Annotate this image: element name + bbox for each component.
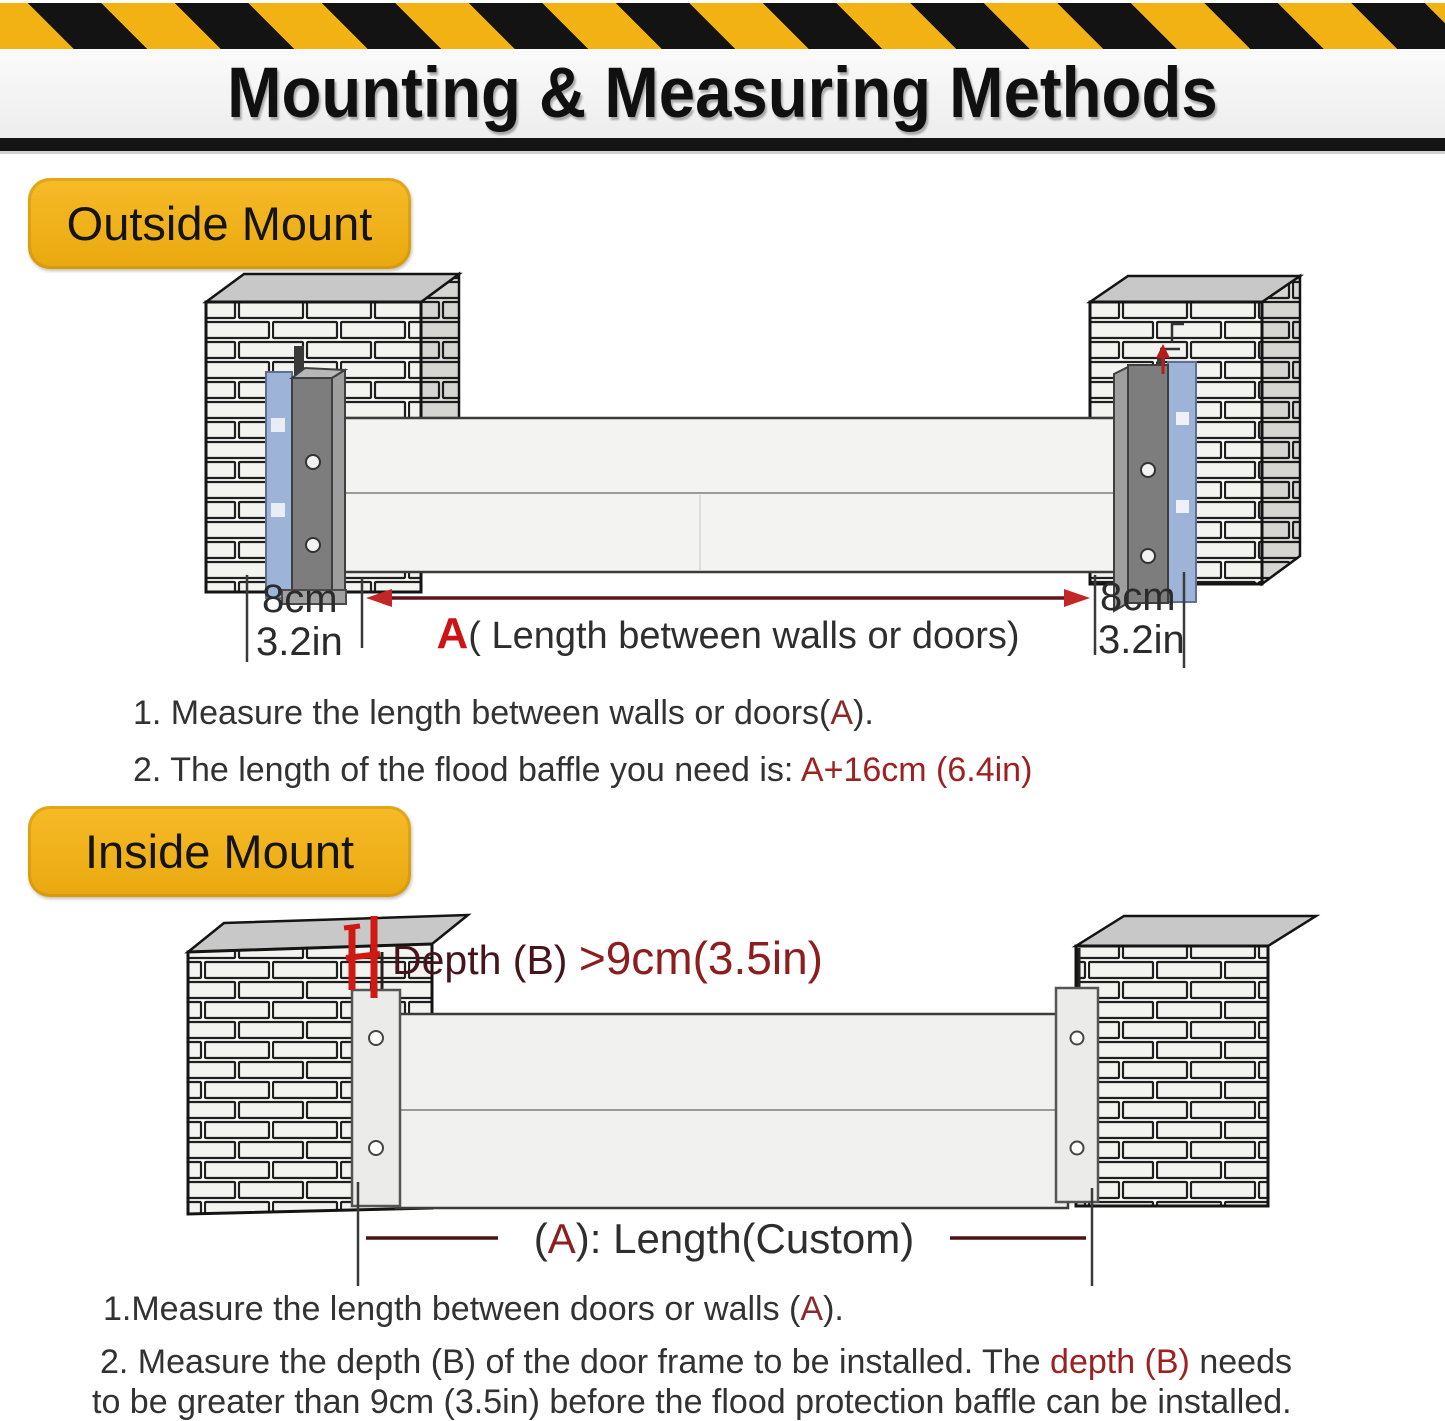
- right-pillar-cap: [1076, 916, 1316, 946]
- flood-baffle-panel: [335, 418, 1150, 572]
- inside-step-1: 1.Measure the length between doors or walls (A).: [103, 1290, 844, 1328]
- screw-hole: [306, 455, 320, 469]
- screw-hole: [1071, 1032, 1084, 1045]
- screw-hole: [1141, 549, 1155, 563]
- outside-mount-badge: [28, 178, 411, 269]
- inside-step-3: to be greater than 9cm (3.5in) before the flood protection baffle can be installed.: [92, 1383, 1292, 1421]
- left-offset-cm: 8cm: [262, 577, 338, 621]
- left-pillar-cap: [206, 274, 459, 302]
- left-mounting-channel: [282, 346, 346, 604]
- title-band: [0, 49, 1445, 138]
- flood-baffle-panel: [396, 1014, 1068, 1208]
- left-seal-strip: [266, 372, 292, 598]
- screw-hole: [369, 1141, 383, 1155]
- inside-mount-diagram: [0, 900, 1445, 1310]
- right-offset-cm: 8cm: [1100, 575, 1176, 619]
- outside-step-2: 2. The length of the flood baffle you need is: A+16cm (6.4in): [133, 751, 1033, 789]
- screw-hole: [369, 1031, 383, 1045]
- length-arrow: [366, 589, 1090, 607]
- outside-step-1: 1. Measure the length between walls or doors(A).: [133, 694, 874, 732]
- header-divider: [0, 138, 1445, 154]
- page-title: Mounting & Measuring Methods: [227, 54, 1218, 133]
- length-label: A( Length between walls or doors): [436, 609, 1020, 658]
- hazard-stripe-band: [0, 3, 1445, 49]
- right-seal-strip: [1168, 362, 1196, 602]
- inside-step-2: 2. Measure the depth (B) of the door frame to be installed. The depth (B) needs: [100, 1343, 1292, 1381]
- outside-mount-label: Outside Mount: [66, 197, 373, 250]
- inside-mount-label: Inside Mount: [84, 825, 355, 878]
- outside-mount-diagram: [0, 268, 1445, 668]
- left-offset-in: 3.2in: [256, 620, 343, 664]
- screw-hole: [1141, 463, 1155, 477]
- right-offset-in: 3.2in: [1098, 618, 1185, 662]
- length-custom-label: (A): Length(Custom): [533, 1215, 915, 1262]
- right-pillar-cap: [1090, 276, 1300, 302]
- right-mounting-channel: [1114, 344, 1170, 611]
- depth-label: Depth (B) >9cm(3.5in): [392, 932, 823, 984]
- right-brick-pillar: [1076, 916, 1316, 1206]
- inside-mount-badge: [28, 806, 411, 897]
- screw-hole: [1071, 1142, 1084, 1155]
- screw-hole: [306, 538, 320, 552]
